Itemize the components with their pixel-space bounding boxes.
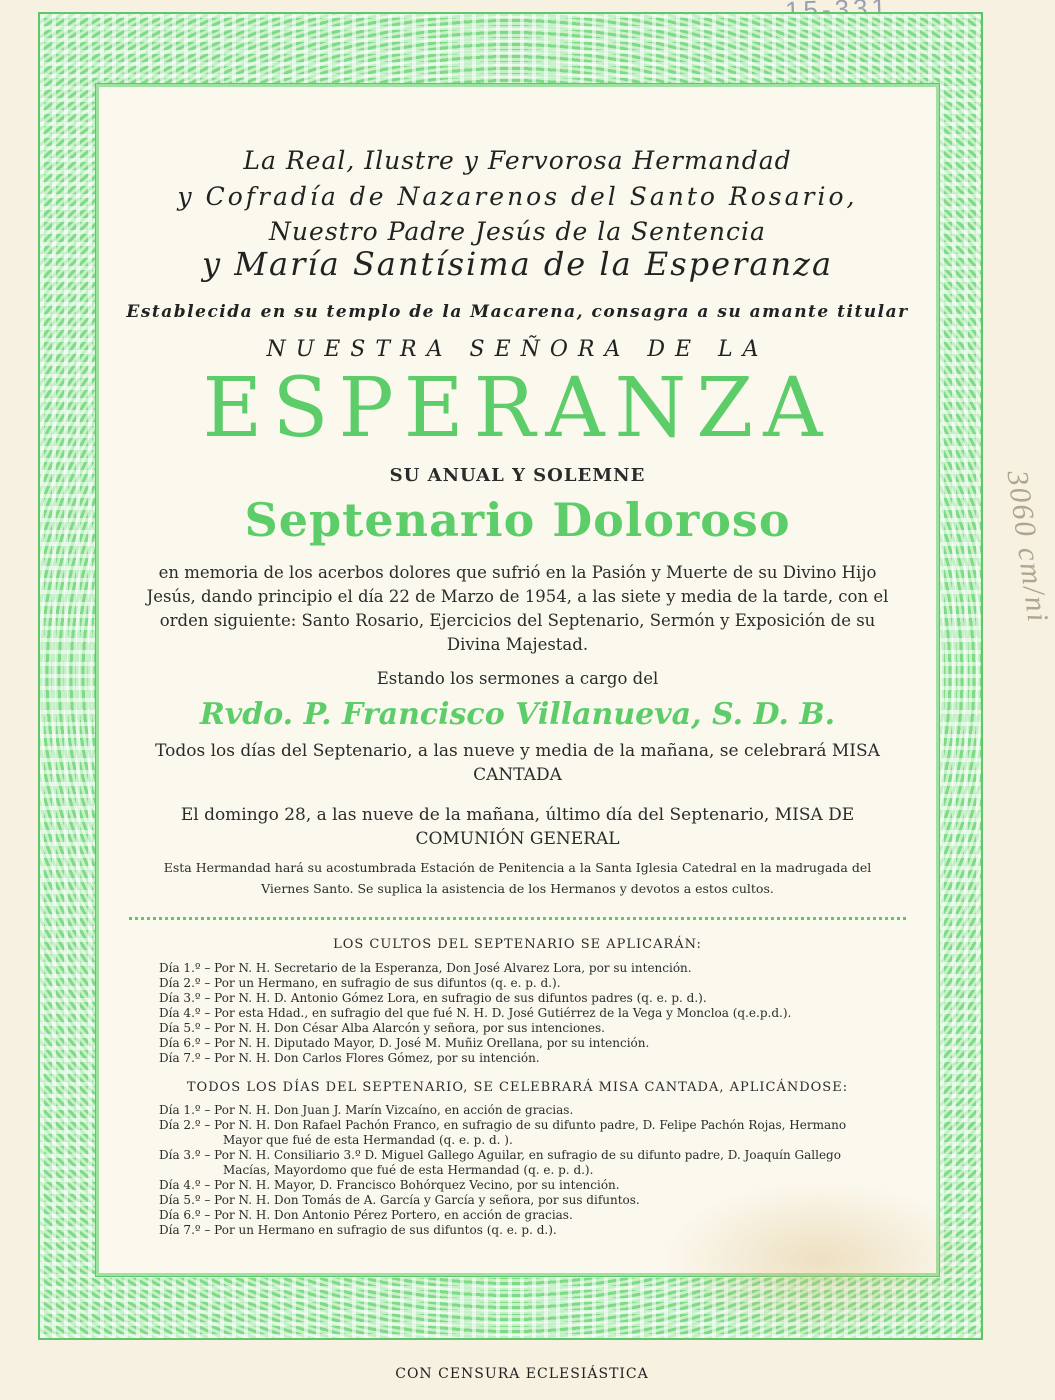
list-item: Día 5.º – Por N. H. Don Tomás de A. García y García y señora, por sus difuntos. [159,1193,640,1207]
poster-content [99,87,936,1273]
list-item: Día 3.º – Por N. H. D. Antonio Gómez Lora, en sufragio de sus difuntos padres (q. e. p. d.). [159,991,707,1005]
pencil-annotation: 3060 cm/ni [1000,468,1055,626]
subtitle-small: SU ANUAL Y SOLEMNE [389,465,646,486]
paragraph-penitence: Esta Hermandad hará su acostumbrada Estación de Penitencia a la Santa Iglesia Catedral en la madrugada del Viernes Santo. Se suplica la asistencia de los Hermanos y devotos a estos cultos. [163,860,872,896]
list-heading-misas: TODOS LOS DÍAS DEL SEPTENARIO, SE CELEBRARÁ MISA CANTADA, APLICÁNDOSE: [186,1080,849,1095]
list-item: Día 5.º – Por N. H. Don César Alba Alarcón y señora, por sus intenciones. [159,1021,605,1035]
misas-list [159,1103,880,1238]
cultos-list [159,961,880,1066]
list-heading-cultos: LOS CULTOS DEL SEPTENARIO SE APLICARÁN: [333,937,702,952]
list-item: Día 6.º – Por N. H. Diputado Mayor, D. José M. Muñiz Orellana, por su intención. [159,1036,650,1050]
list-item: Día 2.º – Por un Hermano, en sufragio de sus difuntos (q. e. p. d.). [159,976,561,990]
septenario-title: Septenario Doloroso [244,493,791,547]
list-item: Día 1.º – Por N. H. Secretario de la Esperanza, Don José Alvarez Lora, por su intención. [159,961,692,975]
paragraph-communion: El domingo 28, a las nueve de la mañana, último día del Septenario, MISA DE COMUNIÓN GENERAL [180,805,855,849]
paragraph-daily-mass: Todos los días del Septenario, a las nueve y media de la mañana, se celebrará MISA CANTADA [155,741,880,785]
list-item: Día 4.º – Por N. H. Mayor, D. Francisco Bohórquez Vecino, por su intención. [159,1178,620,1192]
header-line-3: Nuestro Padre Jesús de la Sentencia [269,217,766,246]
list-item: Día 7.º – Por un Hermano en sufragio de sus difuntos (q. e. p. d.). [159,1223,557,1237]
header-line-5: Establecida en su templo de la Macarena, consagra a su amante titular [126,302,909,322]
poster-inner-panel [96,84,939,1276]
paragraph-intro: en memoria de los acerbos dolores que sufrió en la Pasión y Muerte de su Divino Hijo Jesús, dando principio el día 22 de Marzo de 1954, a las siete y media de la tarde, con el orden siguiente: Santo Rosario, Ejercicios del Septenario, Sermón y Exposición de su Divina Majestad. [146,563,889,654]
list-item: Día 4.º – Por esta Hdad., en sufragio del que fué N. H. D. José Gutiérrez de la Vega y Moncloa (q.e.p.d.). [159,1006,792,1020]
header-line-6: NUESTRA SEÑORA DE LA [266,337,769,362]
censorship-footer: CON CENSURA ECLESIÁSTICA [395,1366,649,1382]
main-title: ESPERANZA [202,361,833,456]
header-line-1: La Real, Ilustre y Fervorosa Hermandad [243,146,792,175]
list-item: Día 2.º – Por N. H. Don Rafael Pachón Franco, en sufragio de su difunto padre, D. Felipe Pachón Rojas, Hermano Mayor que fué de esta Hermandad (q. e. p. d. ). [159,1118,847,1147]
dotted-divider [129,917,906,920]
list-item: Día 3.º – Por N. H. Consiliario 3.º D. Miguel Gallego Aguilar, en sufragio de su difunto padre, D. Joaquín Gallego Macías, Mayordomo que fué de esta Hermandad (q. e. p. d.). [159,1148,841,1177]
header-line-2: y Cofradía de Nazarenos del Santo Rosario, [177,182,858,211]
preacher-name: Rvdo. P. Francisco Villanueva, S. D. B. [199,697,836,732]
list-item: Día 7.º – Por N. H. Don Carlos Flores Gómez, por su intención. [159,1051,540,1065]
paragraph-sermons: Estando los sermones a cargo del [376,669,659,688]
list-item: Día 6.º – Por N. H. Don Antonio Pérez Portero, en acción de gracias. [159,1208,573,1222]
header-line-4: y María Santísima de la Esperanza [201,245,834,283]
list-item: Día 1.º – Por N. H. Don Juan J. Marín Vizcaíno, en acción de gracias. [159,1103,574,1117]
